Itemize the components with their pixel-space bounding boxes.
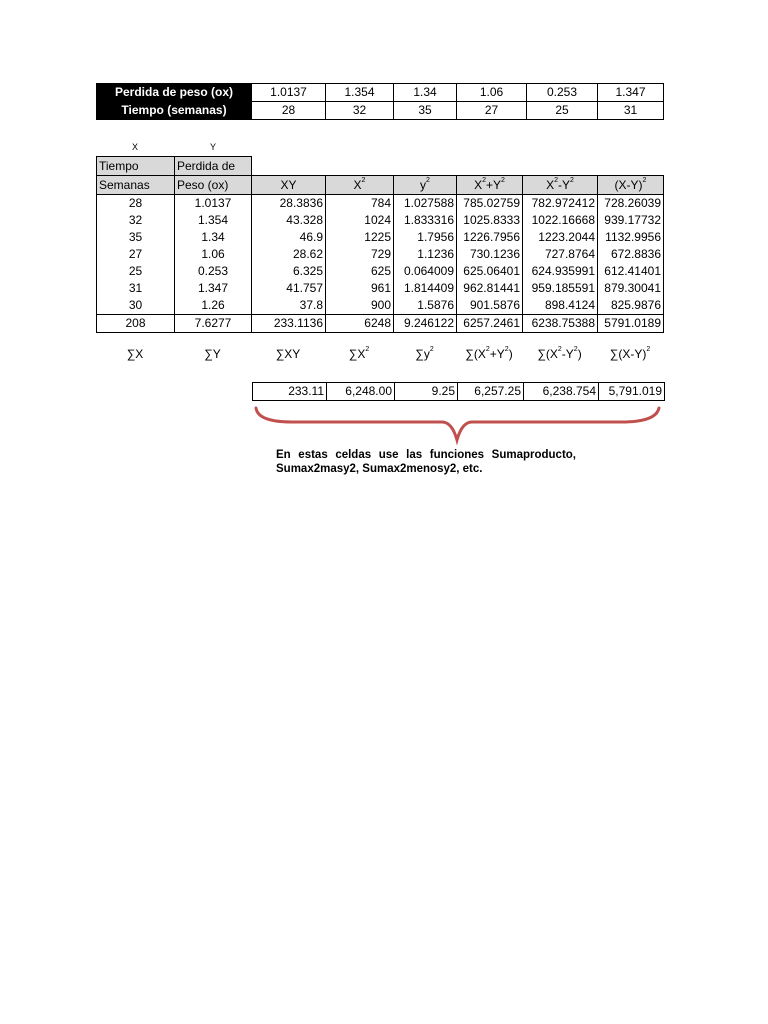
cell: 1.354 (175, 212, 252, 229)
cell: 1.34 (394, 84, 457, 102)
cell: 1.833316 (394, 212, 457, 229)
cell: 730.1236 (457, 246, 523, 263)
cell: 25 (97, 263, 175, 280)
cell: 1.06 (175, 246, 252, 263)
total-cell: 5791.0189 (598, 315, 664, 333)
cell: 782.972412 (523, 195, 598, 213)
cell: 728.26039 (598, 195, 664, 213)
cell: 1.347 (598, 84, 664, 102)
cell: 1132.9956 (598, 229, 664, 246)
input-data-table (96, 83, 664, 120)
table-row (97, 297, 664, 315)
column-header: $X^2+Y^2$ (457, 176, 523, 195)
cell: 25 (527, 102, 598, 120)
cell: 1225 (326, 229, 394, 246)
cell: 1024 (326, 212, 394, 229)
cell: 28.3836 (252, 195, 326, 213)
cell: 961 (326, 280, 394, 297)
cell: 1.06 (457, 84, 527, 102)
cell: 30 (97, 297, 175, 315)
sum-label: $\sum(X^2-Y^2)$ (537, 346, 582, 361)
total-cell: 233.1136 (252, 315, 326, 333)
total-cell: 6248 (326, 315, 394, 333)
sum-label: $\sum y^2$ (415, 346, 434, 361)
y-label: Y (209, 142, 216, 152)
header-y-line1: Perdida de (175, 157, 252, 176)
instruction-note: En estas celdas use las funciones Sumaproducto, Sumax2masy2, Sumax2menosy2, etc. (276, 449, 576, 475)
cell: 1.027588 (394, 195, 457, 213)
cell: 939.17732 (598, 212, 664, 229)
table-row (97, 212, 664, 229)
column-header: $X^2-Y^2$ (523, 176, 598, 195)
cell: 28 (97, 195, 175, 213)
sum-label: ∑Y (204, 347, 221, 361)
totals-row (97, 315, 664, 333)
result-cell: 233.11 (253, 383, 327, 401)
result-cell: 6,257.25 (458, 383, 524, 401)
cell: 825.9876 (598, 297, 664, 315)
cell: 1.814409 (394, 280, 457, 297)
result-cell: 5,791.019 (599, 383, 665, 401)
header-x-line2: Semanas (97, 176, 175, 195)
cell: 1.34 (175, 229, 252, 246)
cell: 1025.8333 (457, 212, 523, 229)
cell: 27 (457, 102, 527, 120)
results-table (252, 382, 665, 401)
total-cell: 6257.2461 (457, 315, 523, 333)
cell: 0.253 (175, 263, 252, 280)
cell: 901.5876 (457, 297, 523, 315)
cell: 962.81441 (457, 280, 523, 297)
cell: 1.7956 (394, 229, 457, 246)
total-cell: 208 (97, 315, 175, 333)
cell: 1.26 (175, 297, 252, 315)
x-label: X (131, 142, 138, 152)
cell: 43.328 (252, 212, 326, 229)
cell: 900 (326, 297, 394, 315)
cell: 1.347 (175, 280, 252, 297)
cell: 729 (326, 246, 394, 263)
cell: 1.1236 (394, 246, 457, 263)
input-row (97, 84, 664, 102)
cell: 1.0137 (252, 84, 326, 102)
cell: 959.185591 (523, 280, 598, 297)
cell: 1.354 (326, 84, 394, 102)
column-header: $(X-Y)^2$ (598, 176, 664, 195)
row-label: Tiempo (semanas) (97, 102, 252, 120)
result-cell: 6,248.00 (327, 383, 395, 401)
cell: 41.757 (252, 280, 326, 297)
cell: 625 (326, 263, 394, 280)
cell: 1223.2044 (523, 229, 598, 246)
cell: 625.06401 (457, 263, 523, 280)
header-y-line2: Peso (ox) (175, 176, 252, 195)
table-row (97, 263, 664, 280)
sum-label: ∑X (126, 347, 144, 361)
table-row (97, 280, 664, 297)
column-header: XY (252, 176, 326, 195)
cell: 28.62 (252, 246, 326, 263)
cell: 624.935991 (523, 263, 598, 280)
sum-label: ∑XY (275, 347, 301, 361)
sum-label: $\sum(X-Y)^2$ (609, 346, 651, 361)
cell: 32 (326, 102, 394, 120)
cell: 27 (97, 246, 175, 263)
calculation-table (96, 156, 664, 333)
cell: 612.41401 (598, 263, 664, 280)
cell: 1022.16668 (523, 212, 598, 229)
column-header: $y^2$ (394, 176, 457, 195)
row-label: Perdida de peso (ox) (97, 84, 252, 102)
result-cell: 6,238.754 (524, 383, 599, 401)
cell: 35 (97, 229, 175, 246)
total-cell: 9.246122 (394, 315, 457, 333)
total-cell: 7.6277 (175, 315, 252, 333)
table-row (97, 195, 664, 213)
cell: 727.8764 (523, 246, 598, 263)
sum-label: $\sum X^2$ (348, 346, 370, 361)
cell: 784 (326, 195, 394, 213)
header-x-line1: Tiempo (97, 157, 175, 176)
cell: 32 (97, 212, 175, 229)
table-row (97, 229, 664, 246)
curly-brace (252, 402, 663, 446)
cell: 31 (598, 102, 664, 120)
cell: 46.9 (252, 229, 326, 246)
sum-label: $\sum(X^2+Y^2)$ (465, 346, 513, 361)
cell: 28 (252, 102, 326, 120)
cell: 37.8 (252, 297, 326, 315)
cell: 672.8836 (598, 246, 664, 263)
result-cell: 9.25 (395, 383, 458, 401)
cell: 31 (97, 280, 175, 297)
input-row (97, 102, 664, 120)
cell: 35 (394, 102, 457, 120)
column-header: $X^2$ (326, 176, 394, 195)
cell: 898.4124 (523, 297, 598, 315)
cell: 785.02759 (457, 195, 523, 213)
table-row (97, 246, 664, 263)
cell: 0.253 (527, 84, 598, 102)
cell: 0.064009 (394, 263, 457, 280)
cell: 1.5876 (394, 297, 457, 315)
cell: 879.30041 (598, 280, 664, 297)
total-cell: 6238.75388 (523, 315, 598, 333)
cell: 1.0137 (175, 195, 252, 213)
sum-labels-row (96, 346, 663, 363)
cell: 6.325 (252, 263, 326, 280)
cell: 1226.7956 (457, 229, 523, 246)
